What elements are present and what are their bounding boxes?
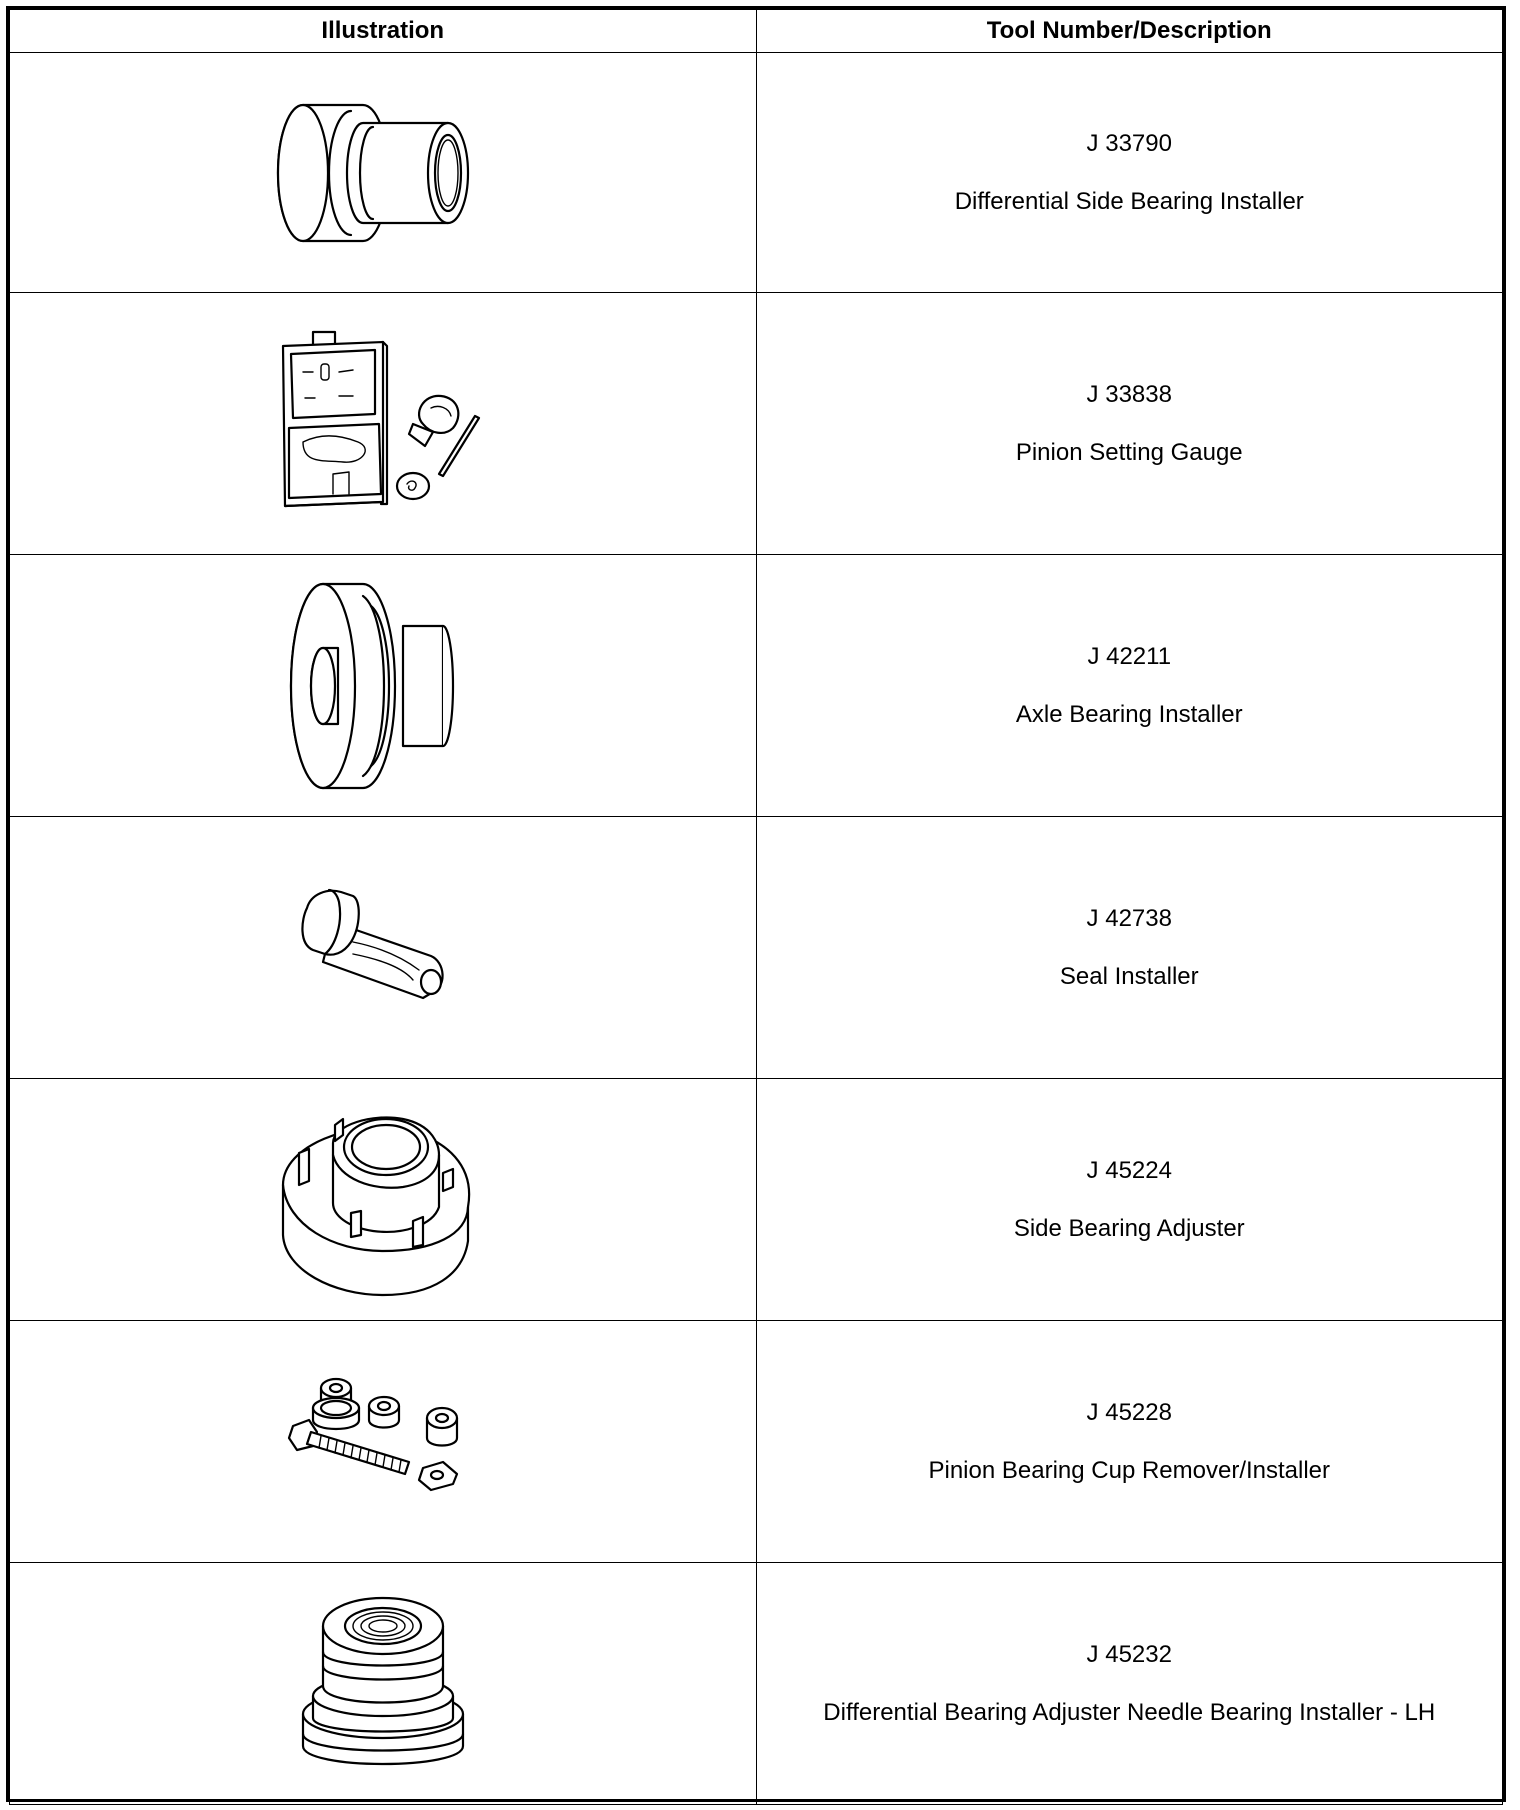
tool-number: J 45224 <box>1086 1156 1172 1184</box>
header-illustration: Illustration <box>10 10 757 53</box>
tool-description: Side Bearing Adjuster <box>1013 1214 1245 1242</box>
tool-number: J 45228 <box>1086 1398 1172 1426</box>
illustration-cell <box>10 1563 757 1805</box>
illustration-cell <box>10 53 757 293</box>
table-row <box>10 1563 1503 1805</box>
tool-description-cell <box>756 1079 1503 1321</box>
tool-description-cell <box>756 555 1503 817</box>
tool-description-cell <box>756 1563 1503 1805</box>
tool-description: Axle Bearing Installer <box>1015 700 1243 728</box>
seal-installer-icon <box>263 858 503 1038</box>
table-row <box>10 817 1503 1079</box>
tool-description-cell <box>756 53 1503 293</box>
illustration-cell <box>10 1079 757 1321</box>
illustration-cell <box>10 555 757 817</box>
illustration-cell <box>10 817 757 1079</box>
tool-description: Pinion Setting Gauge <box>1015 438 1243 466</box>
illustration-cell <box>10 293 757 555</box>
table-row <box>10 1321 1503 1563</box>
tool-description-cell <box>756 817 1503 1079</box>
tool-number: J 42738 <box>1086 904 1172 932</box>
pinion-setting-gauge-icon <box>263 324 503 524</box>
tool-description: Differential Side Bearing Installer <box>954 187 1304 215</box>
header-tool-number-description: Tool Number/Description <box>756 10 1503 53</box>
table-row <box>10 1079 1503 1321</box>
table-row <box>10 555 1503 817</box>
tool-number: J 33790 <box>1086 129 1172 157</box>
tool-description-cell <box>756 293 1503 555</box>
tool-description: Differential Bearing Adjuster Needle Bearing Installer - LH <box>823 1698 1436 1726</box>
side-bearing-adjuster-icon <box>263 1095 503 1305</box>
tool-description: Pinion Bearing Cup Remover/Installer <box>928 1456 1331 1484</box>
tool-number: J 42211 <box>1087 642 1172 670</box>
special-tools-table-frame <box>6 6 1506 1802</box>
special-tools-table <box>9 9 1503 1805</box>
table-header-row <box>10 10 1503 53</box>
axle-bearing-installer-icon <box>263 576 503 796</box>
differential-side-bearing-installer-icon <box>263 83 503 263</box>
needle-bearing-installer-icon <box>263 1586 503 1782</box>
illustration-cell <box>10 1321 757 1563</box>
table-row <box>10 293 1503 555</box>
tool-number: J 45232 <box>1086 1640 1172 1668</box>
pinion-bearing-cup-tool-icon <box>263 1362 503 1522</box>
tool-description-cell <box>756 1321 1503 1563</box>
tool-description: Seal Installer <box>1059 962 1199 990</box>
tool-number: J 33838 <box>1086 380 1172 408</box>
table-row <box>10 53 1503 293</box>
